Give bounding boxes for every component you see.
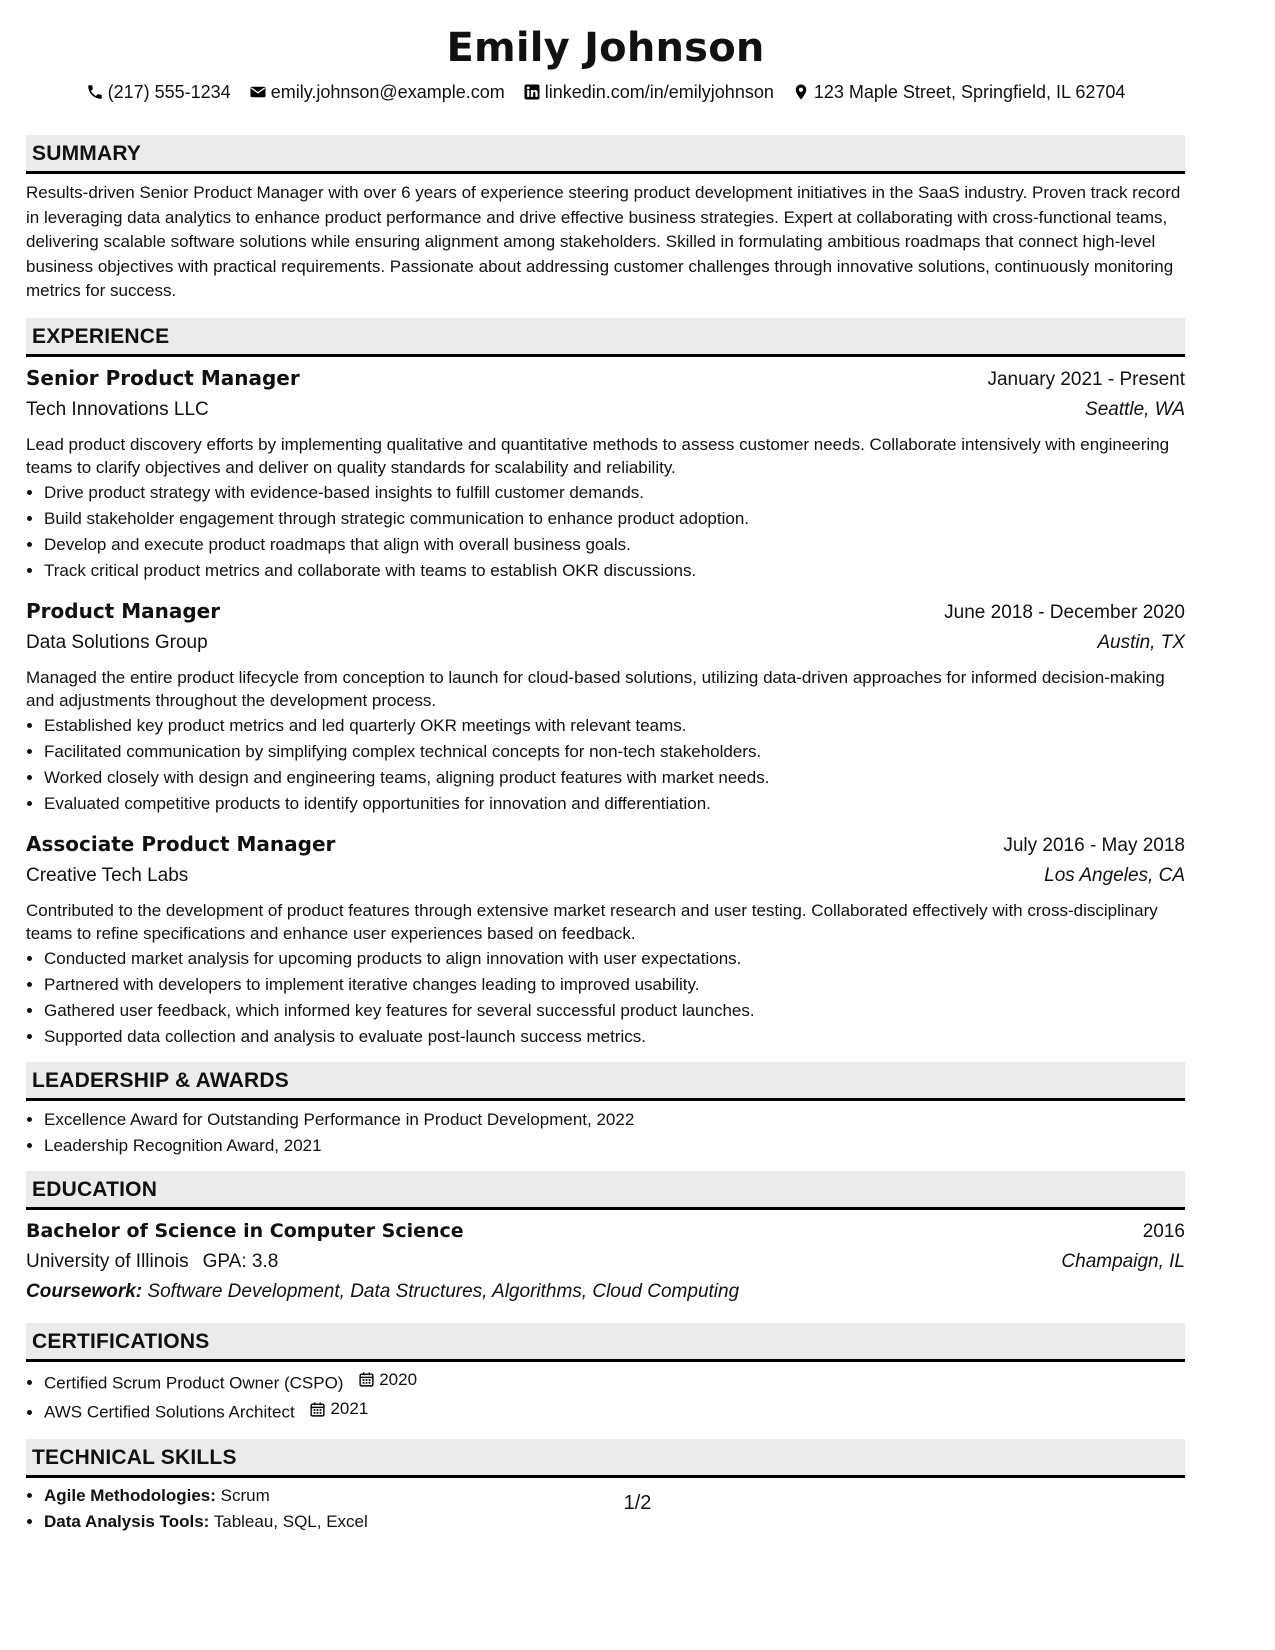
list-item bbox=[44, 1396, 1185, 1426]
job-description: Lead product discovery efforts by implementing qualitative and quantitative methods to assess customer needs. Collaborate intensively with engineering teams to clarify objectives and deliver on quality standards for scalability and reliability. bbox=[26, 434, 1170, 477]
linkedin-icon bbox=[523, 83, 541, 101]
education-school-row bbox=[26, 1247, 1185, 1277]
job-company-row bbox=[26, 395, 1185, 425]
job-company: Data Solutions Group bbox=[26, 631, 208, 653]
skill-label: Data Analysis Tools: bbox=[44, 1511, 210, 1531]
summary-text: Results-driven Senior Product Manager with over 6 years of experience steering product development initiatives in the SaaS industry. Proven track record in leveraging data analytics to enhance product performance and drive effective business strategies. Expert at collaborating with cross-functional teams, delivering scalable software solutions while ensuring alignment among stakeholders. Skilled in formulating ambitious roadmaps that connect high-level business objectives with practical requirements. Passionate about addressing customer challenges through innovative solutions, continuously monitoring metrics for success. bbox=[26, 183, 1181, 300]
job-entry bbox=[26, 357, 1185, 584]
list-item bbox=[44, 1367, 1185, 1397]
phone-icon bbox=[86, 83, 104, 101]
experience-section bbox=[26, 318, 1185, 1062]
map-pin-icon bbox=[792, 83, 810, 101]
calendar-icon bbox=[309, 1401, 326, 1418]
job-company-row bbox=[26, 628, 1185, 658]
calendar-icon bbox=[358, 1371, 375, 1388]
job-title: Product Manager bbox=[26, 598, 221, 623]
cert-year: 2021 bbox=[330, 1399, 369, 1418]
cert-date bbox=[309, 1396, 368, 1422]
coursework-list: Software Development, Data Structures, Algorithms, Cloud Computing bbox=[147, 1280, 740, 1302]
linkedin-text: linkedin.com/in/emilyjohnson bbox=[544, 82, 774, 102]
list-item: • Partnered with developers to implement iterative changes leading to improved usability. bbox=[44, 972, 1185, 998]
contact-bar bbox=[26, 79, 1185, 105]
cert-name: AWS Certified Solutions Architect bbox=[44, 1402, 295, 1422]
candidate-name: Emily Johnson bbox=[446, 25, 765, 71]
experience-list bbox=[26, 357, 1185, 1062]
graduation-year: 2016 bbox=[1142, 1220, 1185, 1242]
job-description: Contributed to the development of product features through extensive market research and user testing. Collaborated effectively with cross-disciplinary teams to refine specifications and enhance user experiences based on feedback. bbox=[26, 900, 1158, 943]
coursework bbox=[26, 1277, 1185, 1307]
job-description: Managed the entire product lifecycle from conception to launch for cloud-based solutions, utilizing data-driven approaches for informed decision-making and adjustments throughout the development process. bbox=[26, 667, 1165, 710]
skill-label: Agile Methodologies: bbox=[44, 1485, 216, 1505]
certifications-section bbox=[26, 1323, 1185, 1439]
skill-value: Scrum bbox=[220, 1485, 270, 1505]
job-dates: June 2018 - December 2020 bbox=[944, 601, 1185, 623]
list-item: • Conducted market analysis for upcoming products to align innovation with user expectations. bbox=[44, 946, 1185, 972]
list-item: • Gathered user feedback, which informed key features for several successful product launches. bbox=[44, 998, 1185, 1024]
cert-date bbox=[358, 1367, 417, 1393]
job-title: Senior Product Manager bbox=[26, 365, 300, 390]
contact-linkedin[interactable] bbox=[523, 79, 774, 105]
coursework-label: Coursework: bbox=[26, 1280, 143, 1302]
summary-section bbox=[26, 135, 1185, 318]
job-header-row bbox=[26, 363, 1185, 395]
awards-list bbox=[26, 1107, 1185, 1159]
education-header-row bbox=[26, 1216, 1185, 1247]
school-name: University of Illinois bbox=[26, 1250, 189, 1272]
section-heading: TECHNICAL SKILLS bbox=[26, 1439, 1185, 1478]
skill-value: Tableau, SQL, Excel bbox=[213, 1511, 368, 1531]
list-item: • Facilitated communication by simplifying complex technical concepts for non-tech stakeholders. bbox=[44, 739, 1185, 765]
section-heading: EXPERIENCE bbox=[26, 318, 1185, 357]
job-bullets bbox=[26, 480, 1185, 584]
job-company-row bbox=[26, 861, 1185, 891]
job-location: Austin, TX bbox=[1097, 631, 1185, 653]
list-item: • Excellence Award for Outstanding Performance in Product Development, 2022 bbox=[44, 1107, 1185, 1133]
job-company: Creative Tech Labs bbox=[26, 864, 189, 886]
education-body bbox=[26, 1210, 1185, 1323]
job-header-row bbox=[26, 596, 1185, 628]
job-entry bbox=[26, 584, 1185, 817]
job-location: Seattle, WA bbox=[1085, 398, 1185, 420]
degree: Bachelor of Science in Computer Science bbox=[26, 1219, 464, 1242]
certifications-list bbox=[26, 1367, 1185, 1426]
education-section bbox=[26, 1171, 1185, 1323]
list-item: • Build stakeholder engagement through strategic communication to enhance product adoption. bbox=[44, 506, 1185, 532]
job-title: Associate Product Manager bbox=[26, 831, 336, 856]
job-dates: January 2021 - Present bbox=[987, 368, 1185, 390]
address-text: 123 Maple Street, Springfield, IL 62704 bbox=[813, 82, 1126, 102]
list-item: • Supported data collection and analysis to evaluate post-launch success metrics. bbox=[44, 1024, 1185, 1050]
list-item: • Evaluated competitive products to identify opportunities for innovation and differentiation. bbox=[44, 791, 1185, 817]
cert-name: Certified Scrum Product Owner (CSPO) bbox=[44, 1373, 344, 1392]
section-heading: LEADERSHIP & AWARDS bbox=[26, 1062, 1185, 1101]
page-number: 1/2 bbox=[623, 1492, 652, 1514]
contact-phone bbox=[86, 79, 231, 105]
contact-address bbox=[792, 79, 1126, 105]
job-bullets bbox=[26, 713, 1185, 817]
job-bullets bbox=[26, 946, 1185, 1050]
list-item: • Drive product strategy with evidence-based insights to fulfill customer demands. bbox=[44, 480, 1185, 506]
list-item: • Worked closely with design and engineering teams, aligning product features with market needs. bbox=[44, 765, 1185, 791]
school-location: Champaign, IL bbox=[1061, 1250, 1185, 1272]
list-item: • Track critical product metrics and collaborate with teams to establish OKR discussions. bbox=[44, 558, 1185, 584]
list-item: • Develop and execute product roadmaps that align with overall business goals. bbox=[44, 532, 1185, 558]
awards-section bbox=[26, 1062, 1185, 1171]
school-and-gpa bbox=[26, 1247, 278, 1277]
email-text: emily.johnson@example.com bbox=[270, 82, 505, 102]
envelope-icon bbox=[249, 83, 267, 101]
list-item: • Leadership Recognition Award, 2021 bbox=[44, 1133, 1185, 1159]
phone-text: (217) 555-1234 bbox=[107, 82, 231, 102]
section-heading: EDUCATION bbox=[26, 1171, 1185, 1210]
job-location: Los Angeles, CA bbox=[1044, 864, 1185, 886]
section-heading: CERTIFICATIONS bbox=[26, 1323, 1185, 1362]
cert-year: 2020 bbox=[379, 1369, 418, 1389]
section-heading: SUMMARY bbox=[26, 135, 1185, 174]
job-entry bbox=[26, 817, 1185, 1050]
job-header-row bbox=[26, 829, 1185, 861]
job-dates: July 2016 - May 2018 bbox=[1003, 834, 1185, 856]
certifications-body bbox=[26, 1362, 1185, 1439]
contact-email[interactable] bbox=[249, 79, 505, 105]
list-item: • Established key product metrics and led quarterly OKR meetings with relevant teams. bbox=[44, 713, 1185, 739]
job-company: Tech Innovations LLC bbox=[26, 398, 209, 420]
awards-body bbox=[26, 1101, 1185, 1171]
gpa: GPA: 3.8 bbox=[202, 1250, 279, 1272]
skills-section bbox=[26, 1439, 1185, 1535]
